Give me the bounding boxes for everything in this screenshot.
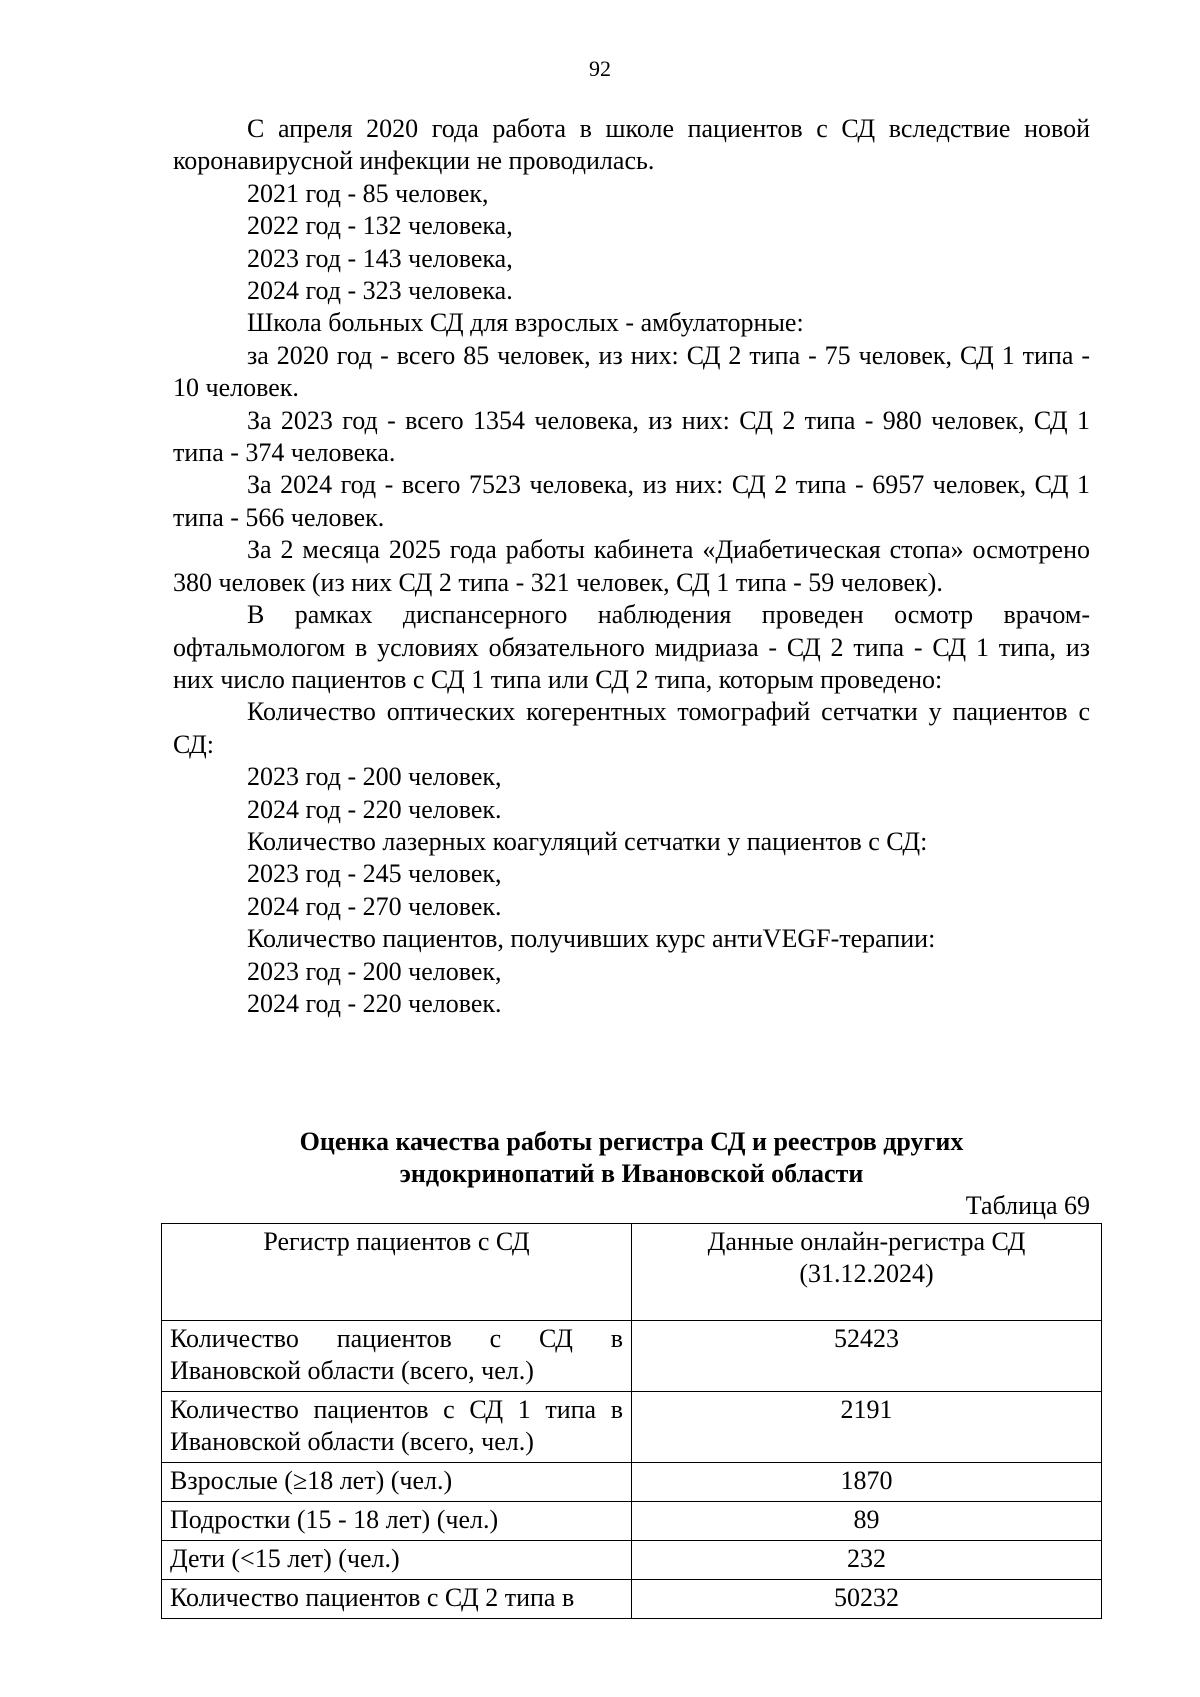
table-row bbox=[162, 1392, 1102, 1463]
row-label bbox=[162, 1392, 632, 1463]
row-value: 232 bbox=[632, 1541, 1102, 1580]
row-label bbox=[162, 1321, 632, 1392]
section-heading bbox=[173, 1126, 1090, 1190]
column-header: Регистр пациентов с СД bbox=[162, 1224, 632, 1321]
row-label-line: Количество пациентов с СД в bbox=[170, 1324, 623, 1353]
row-value: 52423 bbox=[632, 1321, 1102, 1392]
body-text bbox=[173, 113, 1090, 1020]
heading-line: Оценка качества работы регистра СД и реестров других bbox=[299, 1127, 964, 1156]
registry-table bbox=[161, 1223, 1102, 1619]
paragraph: За 2024 год - всего 7523 человека, из них: СД 2 типа - 6957 человек, СД 1 типа - 566 человек. bbox=[173, 470, 1090, 532]
table-header-row bbox=[162, 1224, 1102, 1321]
table-row bbox=[162, 1502, 1102, 1541]
row-label: Количество пациентов с СД 2 типа в bbox=[162, 1580, 632, 1619]
paragraph: За 2023 год - всего 1354 человека, из них: СД 2 типа - 980 человек, СД 1 типа - 374 человека. bbox=[173, 405, 1090, 468]
paragraph: За 2 месяца 2025 года работы кабинета «Диабетическая стопа» осмотрено 380 человек (из них СД 2 типа - 321 человек, СД 1 типа - 59 человек). bbox=[173, 535, 1090, 597]
text-line: 2023 год - 200 человек, bbox=[247, 762, 502, 792]
row-label-line: Ивановской области (всего, чел.) bbox=[170, 1427, 534, 1456]
text-line: 2022 год - 132 человека, bbox=[247, 211, 513, 241]
text-line: 2024 год - 220 человек. bbox=[247, 794, 502, 824]
text-line: 2023 год - 143 человека, bbox=[247, 243, 513, 273]
paragraph: С апреля 2020 года работа в школе пациентов с СД вследствие новой коронавирусной инфекции не проводилась. bbox=[173, 114, 1090, 176]
row-label: Взрослые (≥18 лет) (чел.) bbox=[162, 1463, 632, 1502]
text-line: Количество пациентов, получивших курс антиVEGF-терапии: bbox=[247, 924, 936, 954]
page-number: 92 bbox=[589, 56, 611, 81]
text-line: Количество лазерных коагуляций сетчатки у пациентов с СД: bbox=[247, 826, 928, 856]
text-line: 2024 год - 270 человек. bbox=[247, 891, 502, 921]
text-line: 2023 год - 200 человек, bbox=[247, 956, 502, 986]
paragraph: за 2020 год - всего 85 человек, из них: СД 2 типа - 75 человек, СД 1 типа - 10 человек. bbox=[173, 340, 1090, 403]
row-value: 89 bbox=[632, 1502, 1102, 1541]
table-row bbox=[162, 1580, 1102, 1619]
row-label-line: Количество пациентов с СД 1 типа в bbox=[170, 1395, 623, 1424]
text-line: Школа больных СД для взрослых - амбулаторные: bbox=[247, 308, 804, 338]
text-line: 2024 год - 323 человека. bbox=[247, 276, 513, 306]
column-header-line: Данные онлайн-регистра СД bbox=[707, 1227, 1026, 1256]
paragraph: Количество оптических когерентных томографий сетчатки у пациентов с СД: bbox=[173, 697, 1090, 759]
table-row bbox=[162, 1321, 1102, 1392]
row-label: Дети (<15 лет) (чел.) bbox=[162, 1541, 632, 1580]
row-label: Подростки (15 - 18 лет) (чел.) bbox=[162, 1502, 632, 1541]
text-line: 2023 год - 245 человек, bbox=[247, 859, 502, 889]
column-header-line: (31.12.2024) bbox=[799, 1259, 934, 1288]
table-row bbox=[162, 1541, 1102, 1580]
table-row bbox=[162, 1463, 1102, 1502]
table-label: Таблица 69 bbox=[965, 1191, 1090, 1220]
text-line: 2021 год - 85 человек, bbox=[247, 178, 489, 208]
text-line: 2024 год - 220 человек. bbox=[247, 988, 502, 1018]
row-value: 50232 bbox=[632, 1580, 1102, 1619]
paragraph: В рамках диспансерного наблюдения проведен осмотр врачом-офтальмологом в условиях обязательного мидриаза - СД 2 типа - СД 1 типа, из них число пациентов с СД 1 типа или СД 2 типа, которым проведено: bbox=[173, 600, 1090, 694]
row-label-line: Ивановской области (всего, чел.) bbox=[170, 1356, 534, 1385]
row-value: 1870 bbox=[632, 1463, 1102, 1502]
column-header bbox=[632, 1224, 1102, 1321]
row-value: 2191 bbox=[632, 1392, 1102, 1463]
heading-line: эндокринопатий в Ивановской области bbox=[399, 1159, 864, 1188]
